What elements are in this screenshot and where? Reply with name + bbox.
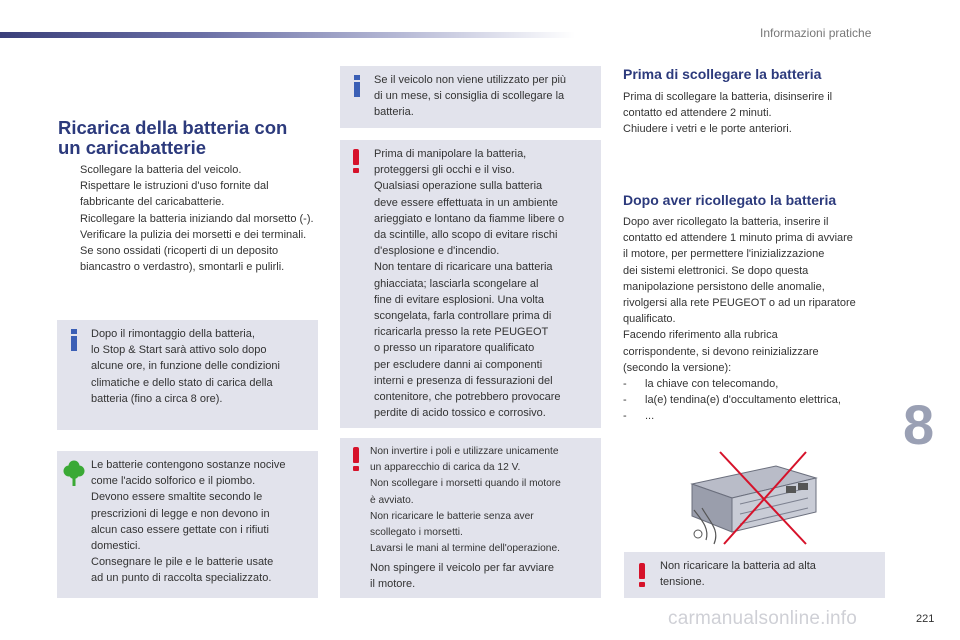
warning-box-text: Non invertire i poli e utilizzare unicamente un apparecchio di carica da 12 V. Non scollegare i morsetti quando il motore è avviato. Non ricaricare le batterie senza aver scollegato i morsetti. Lavarsi le mani al termine dell'operazione. <box>370 446 561 555</box>
battery-icon <box>692 466 816 544</box>
warning-box-text: Prima di manipolare la batteria, proteggersi gli occhi e il viso. Qualsiasi operazione sulla batteria deve essere effettuata in un ambiente arieggiato e lontano da fiamme libere o da scintille, allo scopo di evitare rischi d'esplosione e d'incendio. Non tentare di ricaricare una batteria ghiacciata; lasciarla scongelare al fine di evitare esplosioni. Una volta scongelata, farla controllare prima di ricaricarla presso la rete PEUGEOT o presso un riparatore qualificato per escludere danni ai componenti interni e presenza di fessurazioni del contenitore, che potrebbero provocare perdite di acido tossico e corrosivo. <box>374 148 565 420</box>
list-item: - ... <box>623 408 898 424</box>
dash-marker: - <box>623 410 627 423</box>
eco-box-text: Le batterie contengono sostanze nocive come l'acido solforico e il piombo. Devono essere smaltite secondo le prescrizioni di legge e non devono in alcun caso essere gettate con i rifiuti domestici. Consegnare le pile e le batterie usate ad un punto di raccolta specializzato. <box>91 459 286 585</box>
info-box-text: Se il veicolo non viene utilizzato per più di un mese, si consiglia di scollegare la batteria. <box>374 74 567 119</box>
warning-box-handling <box>340 140 601 428</box>
warning-icon <box>352 149 360 173</box>
left-title <box>58 118 287 158</box>
watermark: carmanualsonline.info <box>668 608 858 629</box>
info-icon <box>354 75 360 97</box>
reinit-list <box>623 376 898 425</box>
charging-steps-list <box>58 162 320 275</box>
warning-box-high-voltage <box>624 552 885 598</box>
list-item: - la chiave con telecomando, <box>623 376 898 392</box>
warning-icon <box>638 563 646 587</box>
page-number: 221 <box>916 613 935 625</box>
list-item: Rispettare le istruzioni d'uso fornite dal fabbricante del caricabatterie. <box>80 180 269 209</box>
tree-icon <box>63 459 85 487</box>
right-para-before: Prima di scollegare la batteria, disinserire il contatto ed attendere 2 minuti. Chiudere i vetri e le porte anteriori. <box>623 91 833 136</box>
header-gradient-bar <box>0 32 575 38</box>
left-title-line-2: un caricabatterie <box>58 137 207 158</box>
list-item: Scollegare la batteria del veicolo. <box>80 164 242 176</box>
warning-box-extra-text: Non spingere il veicolo per far avviare il motore. <box>370 562 555 591</box>
info-box-disconnect <box>340 66 601 128</box>
left-title-line-1: Ricarica della batteria con <box>58 117 288 138</box>
warning-box-polarity <box>340 438 601 598</box>
list-item: Ricollegare la batteria iniziando dal morsetto (-). <box>80 212 314 225</box>
section-label: Informazioni pratiche <box>760 26 872 40</box>
eco-box-disposal <box>57 451 318 598</box>
list-item: Verificare la pulizia dei morsetti e dei terminali. Se sono ossidati (ricoperti di un deposito biancastro o verdastro), smontarli e pulirli. <box>80 228 307 274</box>
info-box-stop-start <box>57 320 318 430</box>
right-para-after: Dopo aver ricollegato la batteria, inserire il contatto ed attendere 1 minuto prima di avviare il motore, per permettere l'inizializzazione dei sistemi elettronici. Se dopo questa manipolazione persistono delle anomalie, rivolgersi alla rete PEUGEOT o ad un riparatore qualificato. Facendo riferimento alla rubrica corrispondente, si devono reinizializzare (secondo la versione): - la chiave con telecomando, - la(e) tendina(e) d'occultamento elettrica, - ... <box>623 214 898 425</box>
list-item: - la(e) tendina(e) d'occultamento elettrica, <box>623 392 898 408</box>
warning-icon <box>352 447 360 471</box>
info-icon <box>71 329 77 351</box>
right-title-before: Prima di scollegare la batteria <box>623 66 822 82</box>
chapter-number: 8 <box>903 393 935 456</box>
battery-illustration <box>680 448 830 548</box>
right-title-after: Dopo aver ricollegato la batteria <box>623 192 837 208</box>
info-box-text: Dopo il rimontaggio della batteria, lo Stop & Start sarà attivo solo dopo alcune ore, in funzione delle condizioni climatiche e dello stato di carica della batteria (fino a circa 8 ore). <box>91 328 280 405</box>
dash-marker: - <box>623 378 627 391</box>
warning-box-text: Non ricaricare la batteria ad alta tensione. <box>660 560 816 589</box>
dash-marker: - <box>623 394 627 407</box>
